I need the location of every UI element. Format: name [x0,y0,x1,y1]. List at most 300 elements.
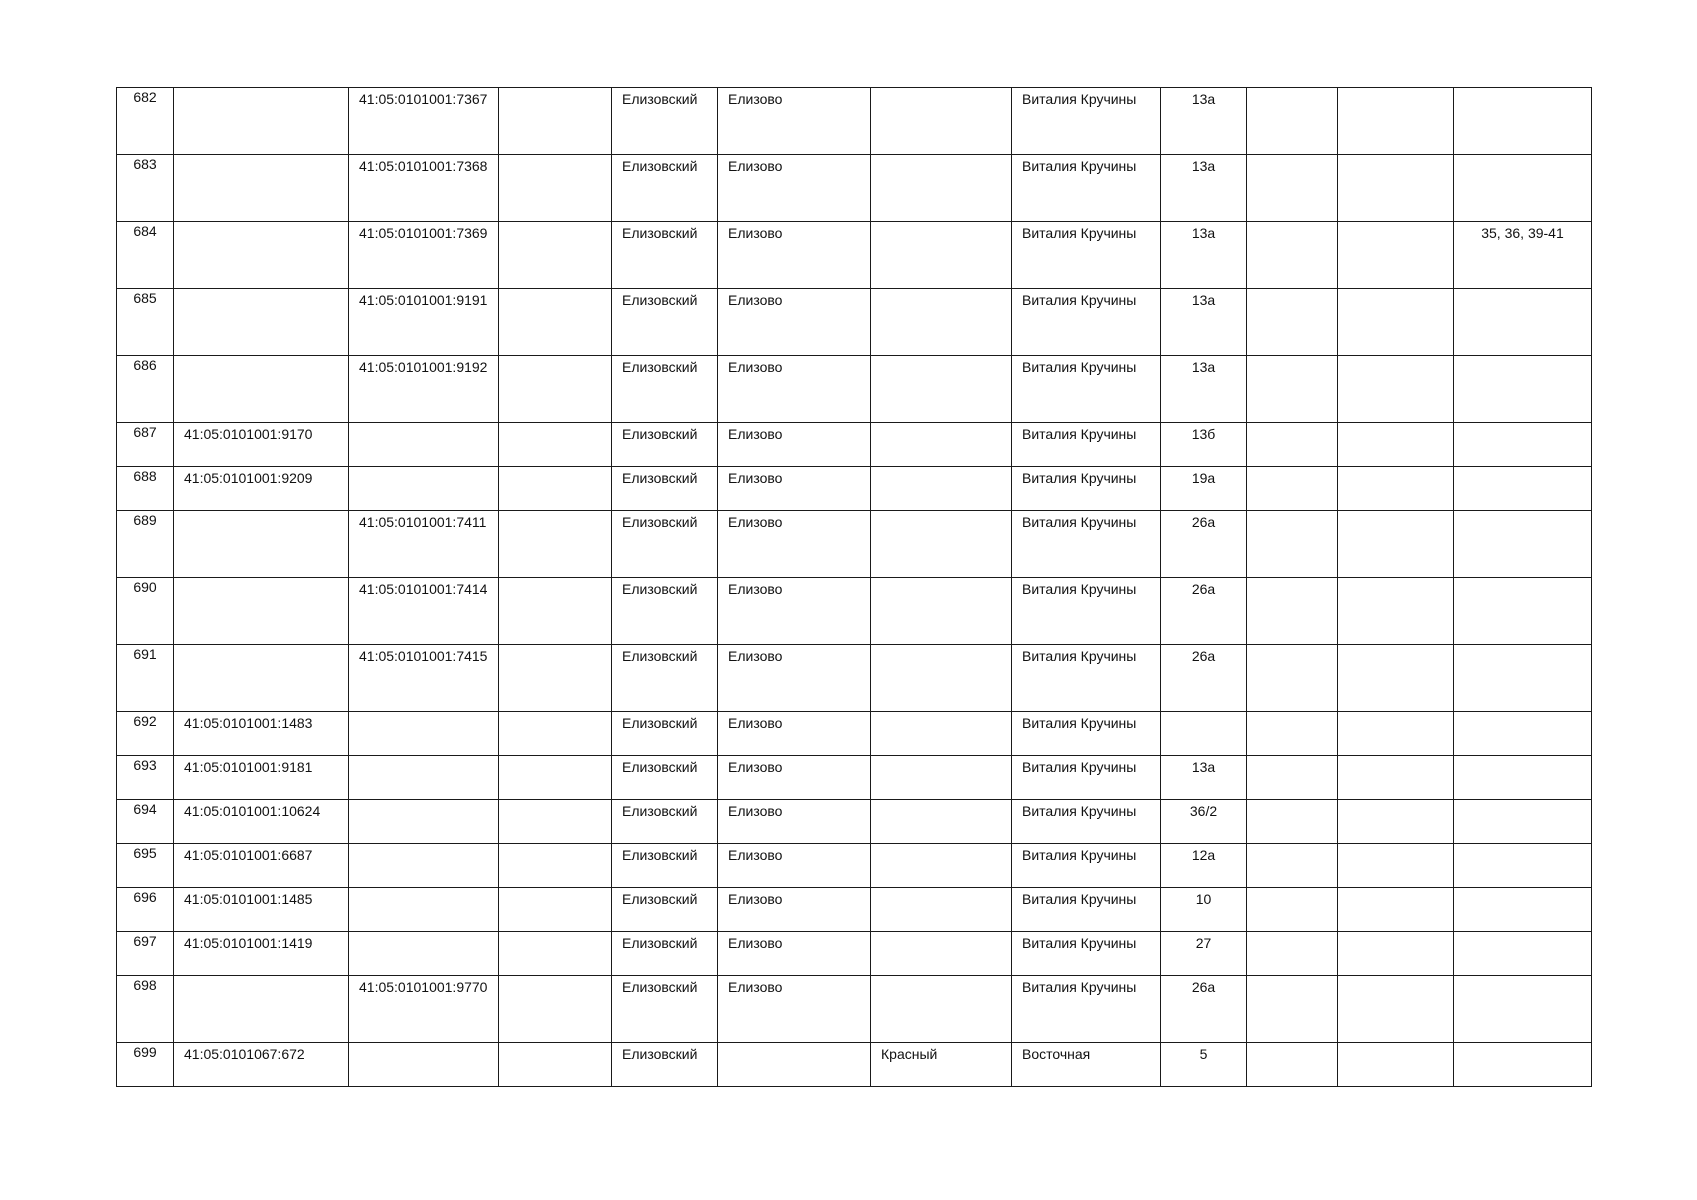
row-number-cell-text: 694 [133,801,157,817]
city-cell [718,976,871,1043]
street-cell-text: Виталия Кручины [1022,514,1137,530]
cadastral-object-cell [349,844,499,888]
district-cell [612,645,718,712]
city-cell [718,712,871,756]
premises-numbers-cell [1454,645,1592,712]
empty-cell [1247,356,1338,423]
house-number-cell [1161,932,1247,976]
empty-cell [1247,155,1338,222]
row-number-cell [117,356,174,423]
district-cell-text: Елизовский [622,91,698,107]
city-cell [718,423,871,467]
street-cell [1012,289,1161,356]
district-cell-text: Елизовский [622,426,698,442]
house-number-cell-text: 36/2 [1189,803,1218,819]
city-cell-text: Елизово [728,935,783,951]
house-number-cell [1161,844,1247,888]
cadastral-object-cell-text: 41:05:0101001:9192 [359,359,488,375]
row-number-cell-text: 698 [133,977,157,993]
cadastral-land-cell [174,844,349,888]
district-cell [612,222,718,289]
table-row [117,932,1592,976]
settlement-cell [871,88,1012,155]
cadastral-object-cell-text: 41:05:0101001:7367 [359,91,488,107]
table-row [117,356,1592,423]
cadastral-land-cell-text: 41:05:0101001:9181 [184,759,313,775]
street-cell-text: Восточная [1022,1046,1091,1062]
table-row [117,844,1592,888]
table-row [117,423,1592,467]
street-cell [1012,423,1161,467]
street-cell-text: Виталия Кручины [1022,91,1137,107]
district-cell-text: Елизовский [622,359,698,375]
cadastral-land-cell [174,155,349,222]
empty-cell [1338,844,1454,888]
district-cell [612,1043,718,1087]
house-number-cell [1161,222,1247,289]
cadastral-object-cell-text: 41:05:0101001:9770 [359,979,488,995]
house-number-cell-text: 26а [1191,648,1216,664]
district-cell [612,467,718,511]
city-cell [718,222,871,289]
empty-cell [1338,888,1454,932]
city-cell [718,888,871,932]
city-cell [718,356,871,423]
street-cell [1012,844,1161,888]
empty-cell [1338,976,1454,1043]
district-cell-text: Елизовский [622,470,698,486]
district-cell [612,289,718,356]
registry-table [116,87,1592,1087]
settlement-cell [871,756,1012,800]
house-number-cell-text: 5 [1199,1046,1208,1062]
cadastral-object-cell-text: 41:05:0101001:7415 [359,648,488,664]
cadastral-land-cell [174,800,349,844]
row-number-cell-text: 685 [133,290,157,306]
city-cell-text: Елизово [728,514,783,530]
cadastral-land-cell [174,645,349,712]
district-cell [612,756,718,800]
empty-cell [1338,712,1454,756]
cadastral-land-cell [174,932,349,976]
city-cell-text: Елизово [728,225,783,241]
house-number-cell-text: 10 [1195,891,1212,907]
street-cell [1012,1043,1161,1087]
cadastral-object-cell [349,222,499,289]
district-cell [612,511,718,578]
cadastral-object-cell [349,88,499,155]
street-cell [1012,467,1161,511]
district-cell [612,155,718,222]
table-row [117,578,1592,645]
empty-cell [1338,222,1454,289]
house-number-cell [1161,511,1247,578]
premises-numbers-cell [1454,578,1592,645]
district-cell-text: Елизовский [622,581,698,597]
row-number-cell [117,289,174,356]
house-number-cell-text: 13б [1191,426,1216,442]
row-number-cell-text: 696 [133,889,157,905]
empty-cell [499,578,612,645]
cadastral-land-cell-text: 41:05:0101001:9209 [184,470,313,486]
cadastral-object-cell-text: 41:05:0101001:7368 [359,158,488,174]
city-cell-text: Елизово [728,648,783,664]
street-cell [1012,756,1161,800]
row-number-cell [117,888,174,932]
district-cell-text: Елизовский [622,158,698,174]
house-number-cell [1161,645,1247,712]
settlement-cell [871,578,1012,645]
house-number-cell-text: 13а [1191,292,1216,308]
district-cell-text: Елизовский [622,715,698,731]
district-cell-text: Елизовский [622,759,698,775]
settlement-cell [871,888,1012,932]
empty-cell [1247,511,1338,578]
street-cell [1012,356,1161,423]
city-cell [718,511,871,578]
district-cell-text: Елизовский [622,935,698,951]
house-number-cell [1161,155,1247,222]
settlement-cell [871,645,1012,712]
cadastral-object-cell [349,155,499,222]
settlement-cell [871,976,1012,1043]
row-number-cell-text: 699 [133,1044,157,1060]
city-cell-text: Елизово [728,847,783,863]
empty-cell [499,976,612,1043]
row-number-cell [117,511,174,578]
district-cell [612,976,718,1043]
house-number-cell-text: 19а [1191,470,1216,486]
cadastral-object-cell [349,645,499,712]
empty-cell [1338,155,1454,222]
table-row [117,645,1592,712]
district-cell-text: Елизовский [622,891,698,907]
table-body [117,88,1592,1087]
premises-numbers-cell [1454,88,1592,155]
settlement-cell [871,289,1012,356]
row-number-cell-text: 693 [133,757,157,773]
row-number-cell [117,578,174,645]
cadastral-land-cell [174,356,349,423]
row-number-cell-text: 686 [133,357,157,373]
street-cell [1012,712,1161,756]
settlement-cell [871,800,1012,844]
street-cell-text: Виталия Кручины [1022,891,1137,907]
empty-cell [1247,222,1338,289]
street-cell [1012,222,1161,289]
street-cell-text: Виталия Кручины [1022,581,1137,597]
empty-cell [1338,289,1454,356]
district-cell-text: Елизовский [622,648,698,664]
cadastral-land-cell [174,423,349,467]
house-number-cell [1161,888,1247,932]
empty-cell [1338,356,1454,423]
house-number-cell-text: 12а [1191,847,1216,863]
city-cell-text: Елизово [728,91,783,107]
city-cell-text: Елизово [728,581,783,597]
street-cell [1012,888,1161,932]
premises-numbers-cell [1454,289,1592,356]
house-number-cell-text: 13а [1191,359,1216,375]
cadastral-land-cell [174,1043,349,1087]
row-number-cell [117,1043,174,1087]
cadastral-object-cell [349,712,499,756]
empty-cell [1338,467,1454,511]
premises-numbers-cell [1454,976,1592,1043]
empty-cell [1247,578,1338,645]
street-cell-text: Виталия Кручины [1022,979,1137,995]
house-number-cell [1161,578,1247,645]
cadastral-land-cell-text: 41:05:0101067:672 [184,1046,305,1062]
cadastral-land-cell-text: 41:05:0101001:1483 [184,715,313,731]
cadastral-object-cell [349,356,499,423]
table-row [117,756,1592,800]
district-cell [612,888,718,932]
empty-cell [1247,88,1338,155]
table-row [117,712,1592,756]
street-cell-text: Виталия Кручины [1022,803,1137,819]
city-cell-text: Елизово [728,891,783,907]
empty-cell [1338,932,1454,976]
house-number-cell [1161,88,1247,155]
cadastral-object-cell [349,1043,499,1087]
house-number-cell [1161,356,1247,423]
street-cell-text: Виталия Кручины [1022,158,1137,174]
empty-cell [1247,976,1338,1043]
city-cell [718,645,871,712]
city-cell-text: Елизово [728,158,783,174]
city-cell [718,1043,871,1087]
empty-cell [499,888,612,932]
empty-cell [1338,800,1454,844]
cadastral-land-cell [174,578,349,645]
cadastral-land-cell-text: 41:05:0101001:9170 [184,426,313,442]
row-number-cell-text: 687 [133,424,157,440]
settlement-cell-text: Красный [881,1046,938,1062]
row-number-cell-text: 692 [133,713,157,729]
empty-cell [1247,289,1338,356]
settlement-cell [871,155,1012,222]
empty-cell [1247,712,1338,756]
cadastral-object-cell-text: 41:05:0101001:7414 [359,581,488,597]
house-number-cell [1161,1043,1247,1087]
cadastral-object-cell [349,511,499,578]
district-cell [612,356,718,423]
cadastral-land-cell-text: 41:05:0101001:6687 [184,847,313,863]
table-row [117,88,1592,155]
cadastral-land-cell [174,888,349,932]
house-number-cell-text: 13а [1191,759,1216,775]
house-number-cell-text: 27 [1195,935,1212,951]
district-cell-text: Елизовский [622,225,698,241]
premises-numbers-cell [1454,356,1592,423]
city-cell [718,88,871,155]
empty-cell [499,289,612,356]
city-cell-text: Елизово [728,979,783,995]
street-cell-text: Виталия Кручины [1022,648,1137,664]
row-number-cell [117,645,174,712]
cadastral-land-cell [174,222,349,289]
cadastral-object-cell [349,467,499,511]
house-number-cell-text: 26а [1191,979,1216,995]
row-number-cell [117,222,174,289]
house-number-cell-text: 13а [1191,91,1216,107]
empty-cell [1338,645,1454,712]
empty-cell [499,511,612,578]
city-cell [718,155,871,222]
empty-cell [1338,1043,1454,1087]
row-number-cell-text: 691 [133,646,157,662]
district-cell-text: Елизовский [622,292,698,308]
district-cell-text: Елизовский [622,514,698,530]
premises-numbers-cell [1454,222,1592,289]
table-row [117,888,1592,932]
street-cell-text: Виталия Кручины [1022,359,1137,375]
city-cell-text: Елизово [728,292,783,308]
house-number-cell [1161,712,1247,756]
row-number-cell [117,844,174,888]
house-number-cell-text: 13а [1191,225,1216,241]
empty-cell [499,1043,612,1087]
street-cell-text: Виталия Кручины [1022,847,1137,863]
table-row [117,155,1592,222]
street-cell [1012,800,1161,844]
row-number-cell-text: 695 [133,845,157,861]
row-number-cell [117,800,174,844]
cadastral-land-cell-text: 41:05:0101001:1485 [184,891,313,907]
district-cell [612,88,718,155]
house-number-cell [1161,976,1247,1043]
settlement-cell [871,356,1012,423]
row-number-cell-text: 690 [133,579,157,595]
cadastral-object-cell [349,578,499,645]
empty-cell [499,756,612,800]
city-cell-text: Елизово [728,759,783,775]
city-cell [718,467,871,511]
row-number-cell [117,88,174,155]
street-cell-text: Виталия Кручины [1022,426,1137,442]
cadastral-object-cell-text: 41:05:0101001:9191 [359,292,488,308]
city-cell-text: Елизово [728,426,783,442]
cadastral-object-cell [349,289,499,356]
table-row [117,800,1592,844]
empty-cell [499,222,612,289]
settlement-cell [871,423,1012,467]
house-number-cell [1161,756,1247,800]
district-cell [612,712,718,756]
house-number-cell-text: 13а [1191,158,1216,174]
empty-cell [499,356,612,423]
cadastral-object-cell-text: 41:05:0101001:7369 [359,225,488,241]
empty-cell [499,712,612,756]
street-cell-text: Виталия Кручины [1022,292,1137,308]
cadastral-object-cell [349,423,499,467]
premises-numbers-cell [1454,1043,1592,1087]
empty-cell [1247,932,1338,976]
cadastral-land-cell-text: 41:05:0101001:1419 [184,935,313,951]
cadastral-object-cell [349,800,499,844]
cadastral-land-cell [174,289,349,356]
street-cell [1012,578,1161,645]
district-cell [612,800,718,844]
premises-numbers-cell [1454,844,1592,888]
house-number-cell [1161,800,1247,844]
premises-numbers-cell [1454,712,1592,756]
empty-cell [1338,423,1454,467]
settlement-cell [871,511,1012,578]
street-cell [1012,976,1161,1043]
settlement-cell [871,712,1012,756]
empty-cell [499,467,612,511]
empty-cell [1247,1043,1338,1087]
cadastral-land-cell [174,976,349,1043]
empty-cell [1247,800,1338,844]
premises-numbers-cell [1454,800,1592,844]
empty-cell [1338,578,1454,645]
cadastral-object-cell-text: 41:05:0101001:7411 [359,514,487,530]
district-cell [612,844,718,888]
cadastral-land-cell [174,467,349,511]
premises-numbers-cell-text: 35, 36, 39-41 [1481,225,1564,241]
cadastral-land-cell-text: 41:05:0101001:10624 [184,803,321,819]
city-cell [718,800,871,844]
city-cell-text: Елизово [728,715,783,731]
premises-numbers-cell [1454,756,1592,800]
house-number-cell-text: 26а [1191,581,1216,597]
table-row [117,1043,1592,1087]
street-cell [1012,511,1161,578]
empty-cell [1247,888,1338,932]
cadastral-land-cell [174,712,349,756]
empty-cell [1247,844,1338,888]
city-cell-text: Елизово [728,470,783,486]
row-number-cell [117,712,174,756]
row-number-cell-text: 684 [133,223,157,239]
district-cell-text: Елизовский [622,979,698,995]
district-cell [612,932,718,976]
street-cell-text: Виталия Кручины [1022,715,1137,731]
empty-cell [1247,467,1338,511]
cadastral-object-cell [349,932,499,976]
house-number-cell [1161,423,1247,467]
empty-cell [499,932,612,976]
row-number-cell [117,155,174,222]
row-number-cell-text: 682 [133,89,157,105]
district-cell [612,578,718,645]
table-row [117,289,1592,356]
city-cell [718,844,871,888]
premises-numbers-cell [1454,423,1592,467]
empty-cell [1247,645,1338,712]
district-cell-text: Елизовский [622,847,698,863]
premises-numbers-cell [1454,467,1592,511]
row-number-cell-text: 689 [133,512,157,528]
cadastral-land-cell [174,511,349,578]
city-cell [718,289,871,356]
row-number-cell [117,976,174,1043]
empty-cell [499,645,612,712]
empty-cell [1247,423,1338,467]
city-cell [718,578,871,645]
house-number-cell [1161,467,1247,511]
empty-cell [1338,511,1454,578]
street-cell-text: Виталия Кручины [1022,759,1137,775]
empty-cell [499,423,612,467]
table-row [117,976,1592,1043]
row-number-cell [117,423,174,467]
premises-numbers-cell [1454,932,1592,976]
empty-cell [499,800,612,844]
